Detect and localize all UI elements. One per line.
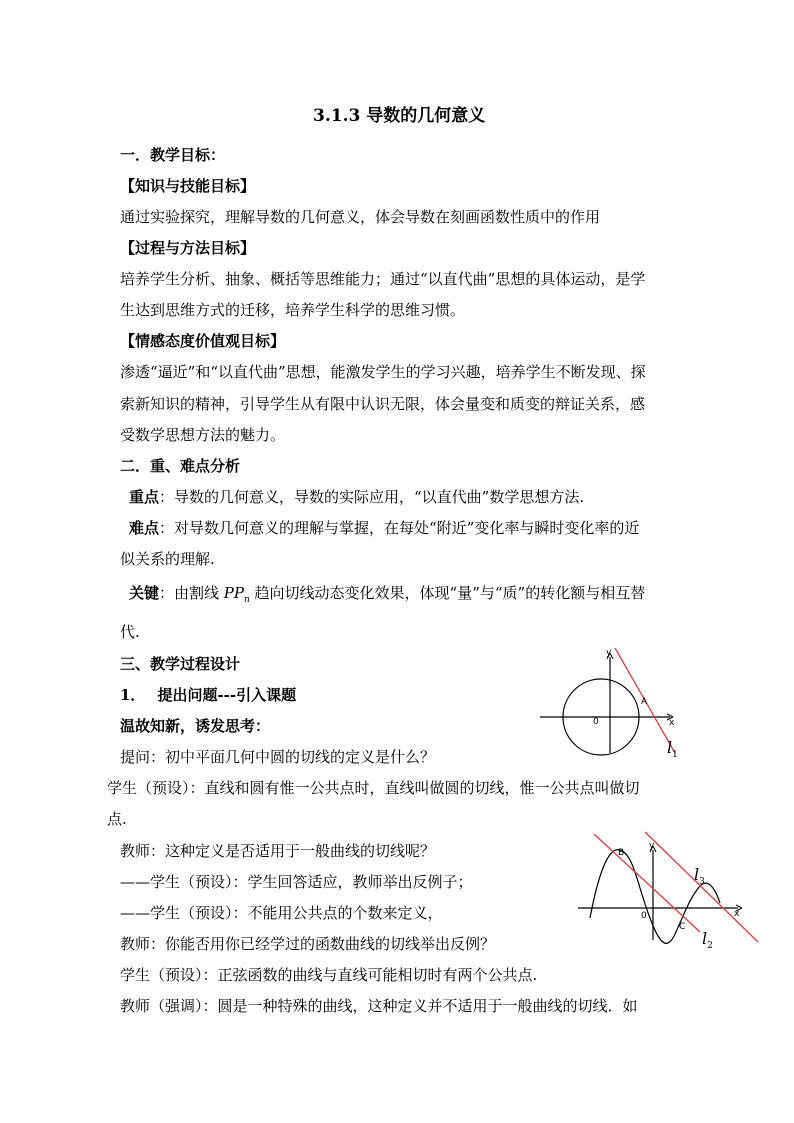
student-2: ——学生（预设）：不能用公共点的个数来定义， [120,904,443,922]
student-3: 学生（预设）：正弦函数的曲线与直线可能相切时有两个公共点. [120,966,538,984]
figure2-point-b-label: B [618,848,625,858]
key-point-line [129,487,584,507]
teacher-2: 教师：你能否用你已经学过的函数曲线的切线举出反例？ [120,935,496,953]
figure2-x-label: x [734,909,740,919]
figure2-line3-label: $l_3$ [694,865,705,887]
crux-text-post: 趋向切线动态变化效果，体现“量”与“质”的转化额与相互替 [249,584,646,602]
key-point-label: 重点 [129,488,160,506]
crux-label: 关键 [129,584,160,602]
process-goal-heading: 【过程与方法目标】 [120,239,256,257]
knowledge-goal-heading: 【知识与技能目标】 [120,177,256,195]
figure1-point-a-label: A [641,697,648,707]
key-point-text: ：导数的几何意义，导数的实际应用，“以直代曲”数学思想方法. [159,488,585,506]
teacher-1: 教师：这种定义是否适用于一般曲线的切线呢？ [120,842,436,860]
step-1-number: 1． [120,686,146,704]
figure2-line2-label: $l_2$ [702,929,713,951]
figure1-axis-arrows [607,653,673,720]
emotion-goal-heading: 【情感态度价值观目标】 [120,332,286,350]
section-1-heading: 一．教学目标： [120,146,226,164]
difficulty-text: ：对导数几何意义的理解与掌握，在每处“附近”变化率与瞬时变化率的近 [159,519,640,537]
process-goal-text-2: 生达到思维方式的迁移，培养学生科学的思维习惯。 [120,301,466,319]
figure1-y-label: y [606,648,612,658]
crux-math-sub: n [243,595,250,605]
process-goal-text-1: 培养学生分析、抽象、概括等思维能力；通过“以直代曲”思想的具体运动，是学 [120,270,646,288]
knowledge-goal-text: 通过实验探究，理解导数的几何意义，体会导数在刻画函数性质中的作用 [120,208,601,226]
teacher-3: 教师（强调）：圆是一种特殊的曲线，这种定义并不适用于一般曲线的切线．如 [120,997,638,1015]
step-1-heading [120,685,296,705]
figure2-point-c-label: C [679,922,686,932]
figure1-line-label: $l_1$ [667,738,678,760]
emotion-goal-text-2: 索新知识的精神，引导学生从有限中认识无限，体会量变和质变的辩证关系，感 [120,395,646,413]
emotion-goal-text-3: 受数学思想方法的魅力。 [120,426,286,444]
figure2-y-label: y [649,841,655,851]
figure1-x-label: x [669,718,675,728]
crux-math-pp: PP [223,584,244,602]
difficulty-line-2: 似关系的理解. [120,550,215,568]
crux-line-2: 代. [120,623,140,641]
figure2-line-l3 [645,832,758,942]
review-heading: 温故知新，诱发思考： [120,717,271,735]
curve-tangent-figure [570,828,770,958]
emotion-goal-text-1: 渗透“逼近”和“以直代曲”思想，能激发学生的学习兴趣，培养学生不断发现、探 [120,363,646,381]
student-1: ——学生（预设）：学生回答适应，教师举出反例子； [120,873,473,891]
answer-1-line-1: 学生（预设）：直线和圆有惟一公共点时，直线叫做圆的切线，惟一公共点叫做切 [107,779,640,797]
figure2-line-l2 [594,834,700,932]
answer-1-line-2: 点. [107,810,127,828]
step-1-title: 提出问题---引入课题 [157,686,297,704]
difficulty-label: 难点 [129,519,160,537]
crux-line-1 [129,583,645,610]
section-2-heading: 二．重、难点分析 [120,457,241,475]
crux-text-pre: ：由割线 [159,584,224,602]
section-3-heading: 三、教学过程设计 [120,655,241,673]
page-title: 3.1.3 导数的几何意义 [313,106,486,126]
figure2-curve [590,850,720,944]
figure2-origin-label: 0 [641,911,647,921]
circle-tangent-figure [535,645,685,765]
difficulty-line-1 [129,518,639,538]
figure1-origin-label: 0 [593,717,599,727]
question-1: 提问：初中平面几何中圆的切线的定义是什么？ [120,748,436,766]
